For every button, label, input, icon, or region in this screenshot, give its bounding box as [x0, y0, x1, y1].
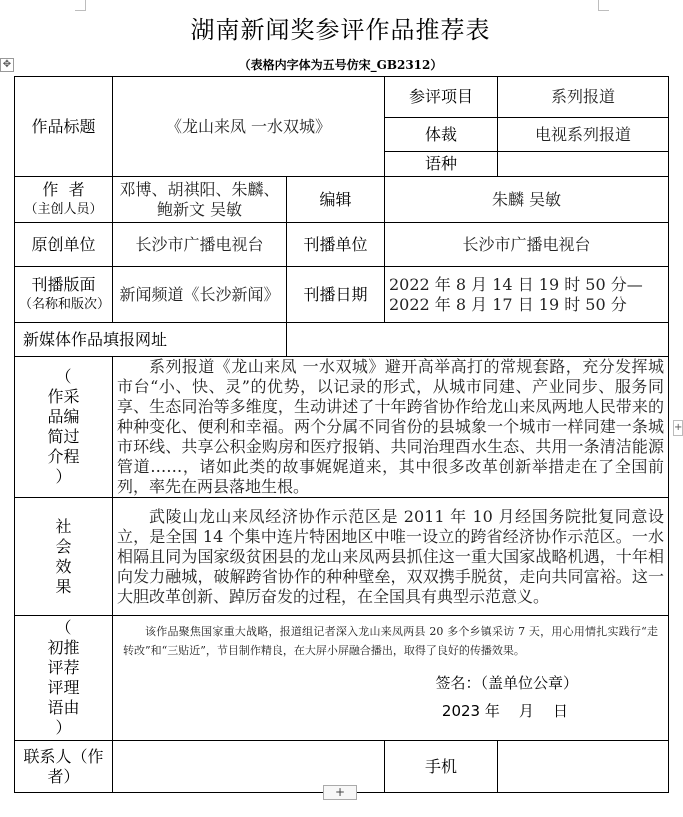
- add-row-icon[interactable]: +: [323, 785, 357, 800]
- label-original-unit: 原创单位: [15, 223, 113, 267]
- value-language[interactable]: [498, 152, 669, 177]
- table-move-handle-icon[interactable]: ✥: [0, 58, 14, 72]
- label-review: [15, 616, 113, 741]
- value-newmedia-url[interactable]: [287, 323, 669, 357]
- label-publish-page: [15, 267, 113, 323]
- label-category: 参评项目: [385, 77, 498, 118]
- insert-column-icon[interactable]: +: [673, 420, 683, 436]
- label-social-effect: [15, 498, 113, 616]
- label-review-part: 评荐: [47, 658, 80, 677]
- label-review-part: 初推: [47, 638, 80, 657]
- value-original-unit[interactable]: 长沙市广播电视台: [113, 223, 287, 267]
- label-publish-page-main: 刊播版面: [31, 274, 96, 294]
- label-social-effect-part: 会: [55, 536, 72, 556]
- label-review-part: 语由: [47, 698, 80, 717]
- label-language: 语种: [385, 152, 498, 177]
- label-process-part: ）: [55, 467, 72, 486]
- label-process: [15, 357, 113, 498]
- label-process-part: 简过: [47, 427, 80, 446]
- label-process-part: 介程: [47, 447, 80, 466]
- date-line: 2023 年 月 日: [441, 702, 568, 720]
- label-author: [15, 177, 113, 223]
- value-review-text[interactable]: 该作品聚焦国家重大战略，报道组记者深入龙山来凤两县 20 多个乡镇采访 7 天，用心用情扎实践行“走转改”和“三贴近”，节目制作精良，在大屏小屏融合播出，取得了良好的传播效果。: [123, 625, 658, 657]
- label-genre: 体裁: [385, 118, 498, 152]
- document-subtitle: （表格内字体为五号仿宋_GB2312）: [238, 58, 443, 72]
- label-publish-date: 刊播日期: [287, 267, 385, 323]
- value-publish-date[interactable]: 2022 年 8 月 14 日 19 时 50 分—2022 年 8 月 17 日 19 时 50 分: [385, 267, 669, 323]
- label-contact: 联系人（作者）: [15, 741, 113, 793]
- label-editor: 编辑: [287, 177, 385, 223]
- value-work-title[interactable]: 《龙山来凤 一水双城》: [113, 77, 385, 177]
- label-process-part: 作采: [47, 387, 80, 406]
- label-author-main: 作 者: [42, 179, 85, 199]
- label-newmedia-url: 新媒体作品填报网址: [15, 323, 287, 357]
- label-review-part: ）: [55, 718, 72, 737]
- value-category[interactable]: 系列报道: [498, 77, 669, 118]
- value-publish-unit[interactable]: 长沙市广播电视台: [385, 223, 669, 267]
- label-social-effect-part: 效: [55, 556, 72, 576]
- value-publish-page[interactable]: 新闻频道《长沙新闻》: [113, 267, 287, 323]
- label-process-part: （: [55, 367, 72, 386]
- label-social-effect-part: 社: [55, 516, 72, 536]
- value-genre[interactable]: 电视系列报道: [498, 118, 669, 152]
- label-review-part: 评理: [47, 678, 80, 697]
- value-social-effect-text[interactable]: 武陵山龙山来凤经济协作示范区是 2011 年 10 月经国务院批复同意设立，是全国 14 个集中连片特困地区中唯一设立的跨省经济协作示范区。一水相隔且同为国家级贫困县的龙山来凤两县抓住这一重大国家战略机遇，十年相向发力融城，破解跨省协作的种种壁垒，双双携手脱贫，走向共同富裕。这一大胆改革创新、踔厉奋发的过程，在全国具有典型示范意义。: [113, 498, 669, 616]
- label-process-part: 品编: [47, 407, 80, 426]
- recommendation-form-table: [14, 76, 669, 793]
- signature-line: 签名：（盖单位公章）: [435, 674, 578, 692]
- document-title: 湖南新闻奖参评作品推荐表: [190, 16, 491, 44]
- label-work-title: 作品标题: [15, 77, 113, 177]
- label-phone: 手机: [385, 741, 498, 793]
- value-editor[interactable]: 朱麟 吴敏: [385, 177, 669, 223]
- value-authors[interactable]: 邓博、胡祺阳、朱麟、 鲍新文 吴敏: [113, 177, 287, 223]
- label-publish-unit: 刊播单位: [287, 223, 385, 267]
- label-social-effect-part: 果: [55, 576, 72, 596]
- label-publish-page-note: （名称和版次）: [19, 296, 111, 312]
- value-process-text[interactable]: 系列报道《龙山来凤 一水双城》避开高举高打的常规套路，充分发挥城市台“小、快、灵”的优势，以记录的形式，从城市同建、产业同步、服务同享、生态同治等多维度，生动讲述了十年跨省协作给龙山来凤两地人民带来的种种变化、便利和幸福。两个分属不同省份的县城象一个城市一样同建一条城市环线、共享公积金购房和医疗报销、共同治理酉水生态、共用一条清洁能源管道……，诸如此类的故事娓娓道来，其中很多改革创新举措走在了全国前列，率先在两县落地生根。: [113, 357, 669, 498]
- review-cell: [113, 616, 669, 741]
- label-review-part: （: [55, 618, 72, 637]
- label-author-note: （主创人员）: [24, 201, 103, 217]
- value-phone[interactable]: [498, 741, 669, 793]
